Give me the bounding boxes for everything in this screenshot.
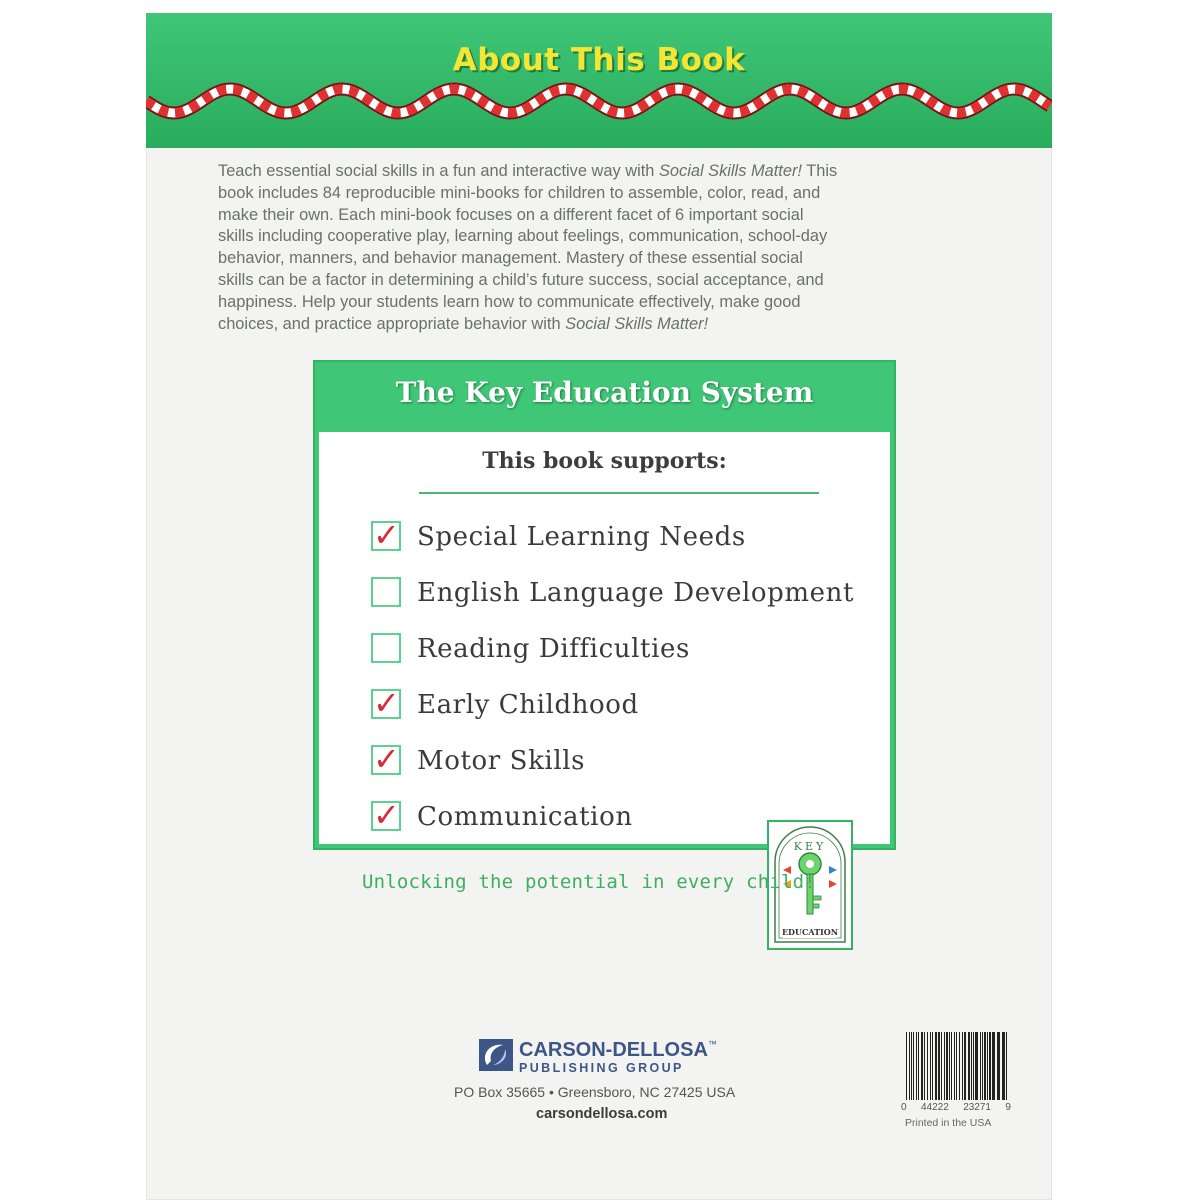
publisher-address: PO Box 35665 • Greensboro, NC 27425 USA [454, 1084, 736, 1100]
checked-box-icon [371, 684, 401, 722]
empty-box-icon [371, 577, 401, 607]
checkmark-icon: ✓ [373, 684, 400, 722]
checkmark-icon: ✓ [373, 516, 400, 554]
checklist-label: Motor Skills [417, 746, 586, 776]
publisher-website: carsondellosa.com [536, 1106, 668, 1122]
description-text: This [801, 162, 838, 180]
description-text: skills can be a factor in determining a child’s future success, social acceptance, and [218, 270, 824, 289]
checklist-label: Reading Difficulties [417, 634, 690, 664]
description-text: book includes 84 reproducible mini-books for children to assemble, color, read, and [218, 183, 821, 202]
empty-box-icon [371, 633, 401, 663]
checked-box-icon [371, 796, 401, 834]
svg-text:EDUCATION: EDUCATION [781, 927, 839, 937]
checklist-label: English Language Development [417, 578, 855, 608]
book-title-italic: Social Skills Matter! [565, 314, 709, 333]
book-back-cover [146, 13, 1052, 1200]
carson-dellosa-mark-icon [479, 1039, 513, 1071]
supports-heading: This book supports: [482, 448, 727, 474]
barcode-digit-group: 9 [1005, 1102, 1011, 1113]
key-education-system-box [313, 360, 896, 850]
description-line [218, 183, 988, 205]
description-line [218, 292, 988, 314]
barcode-digit-group: 44222 [920, 1102, 949, 1113]
description-text: skills including cooperative play, learning about feelings, communication, school-day [218, 227, 828, 246]
checklist-label: Communication [417, 802, 633, 832]
description-text: Teach essential social skills in a fun and interactive way with [218, 162, 659, 180]
checkmark-icon: ✓ [373, 740, 400, 778]
divider [419, 492, 819, 494]
checklist-label: Special Learning Needs [417, 522, 746, 552]
header-title: About This Book [452, 42, 746, 78]
barcode-digits [901, 1102, 1011, 1113]
description-line [218, 314, 988, 336]
book-title-italic: Social Skills Matter! [658, 162, 802, 180]
description-text: behavior, manners, and behavior management. Mastery of these essential social [218, 249, 803, 268]
publisher-group: PUBLISHING GROUP [519, 1061, 684, 1075]
barcode-digit-group: 0 [901, 1102, 907, 1113]
barcode-digit-group: 23271 [963, 1102, 991, 1113]
checklist-label: Early Childhood [417, 690, 639, 720]
description-text: happiness. Help your students learn how to communicate effectively, make good [218, 292, 801, 311]
checkmark-icon: ✓ [373, 796, 400, 834]
description-line [218, 226, 988, 248]
tagline: Unlocking the potential in every child! [362, 871, 816, 893]
checked-box-icon [371, 740, 401, 778]
description-line [218, 161, 988, 183]
header-banner [146, 13, 1052, 148]
svg-text:KEY: KEY [793, 840, 827, 853]
publisher-name: CARSON-DELLOSA™ [519, 1039, 717, 1061]
printed-in-usa: Printed in the USA [905, 1117, 992, 1129]
description-text: choices, and practice appropriate behavior with [218, 314, 566, 333]
key-system-panel [319, 432, 890, 844]
checked-box-icon [371, 516, 401, 554]
description-text: make their own. Each mini-book focuses on a different facet of 6 important social [218, 205, 804, 224]
barcode [904, 1032, 1012, 1104]
description-line [218, 270, 988, 292]
description-line [218, 205, 988, 227]
description-paragraph [218, 161, 988, 335]
key-system-title: The Key Education System [395, 376, 814, 409]
description-line [218, 248, 988, 270]
